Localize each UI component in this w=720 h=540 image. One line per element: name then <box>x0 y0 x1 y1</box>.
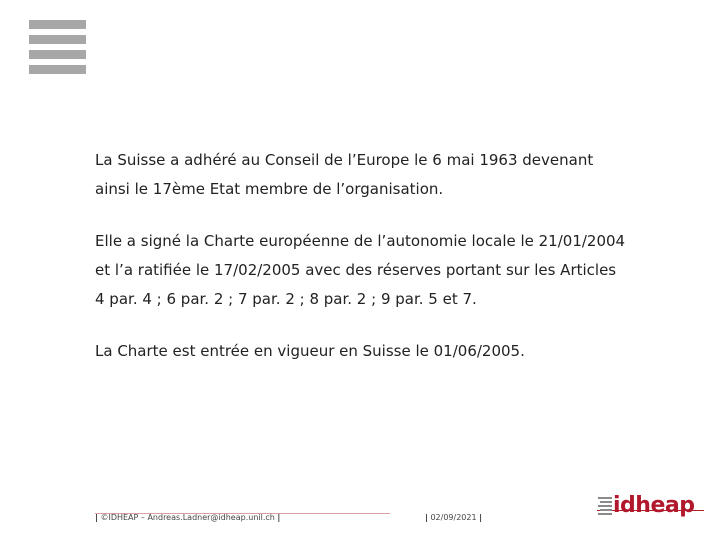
text-line: La Suisse a adhéré au Conseil de l’Europe le 6 mai 1963 devenant <box>95 151 594 169</box>
logo-bar <box>29 20 86 29</box>
slide-body <box>95 146 695 366</box>
text-line: La Charte est entrée en vigueur en Suisse le 01/06/2005. <box>95 342 525 360</box>
footer-date-text: 02/09/2021 <box>430 513 477 522</box>
paragraph-charte-signature <box>95 227 695 314</box>
idheap-logo <box>598 493 694 521</box>
text-line: et l’a ratifiée le 17/02/2005 avec des réserves portant sur les Articles <box>95 261 617 279</box>
logo-bar <box>29 35 86 44</box>
text-line: ainsi le 17ème Etat membre de l’organisation. <box>95 180 444 198</box>
footer-separator: | <box>277 513 281 522</box>
footer-separator: | <box>479 513 483 522</box>
footer-separator: | <box>95 513 98 522</box>
paragraph-adhesion <box>95 146 695 204</box>
text-line: 4 par. 4 ; 6 par. 2 ; 7 par. 2 ; 8 par. 2 ; 9 par. 5 et 7. <box>95 290 477 308</box>
paragraph-entree-vigueur <box>95 337 695 366</box>
footer-author <box>95 513 280 522</box>
menu-bars-logo <box>29 20 86 75</box>
logo-bar <box>29 50 86 59</box>
footer-author-text: ©IDHEAP – Andreas.Ladner@idheap.unil.ch <box>100 513 275 522</box>
idheap-logo-icon <box>598 497 612 517</box>
footer-date <box>425 513 482 522</box>
text-line: Elle a signé la Charte européenne de l’autonomie locale le 21/01/2004 <box>95 232 626 250</box>
idheap-logo-text: idheap <box>613 493 695 518</box>
logo-bar <box>29 65 86 74</box>
footer-separator: | <box>425 513 428 522</box>
